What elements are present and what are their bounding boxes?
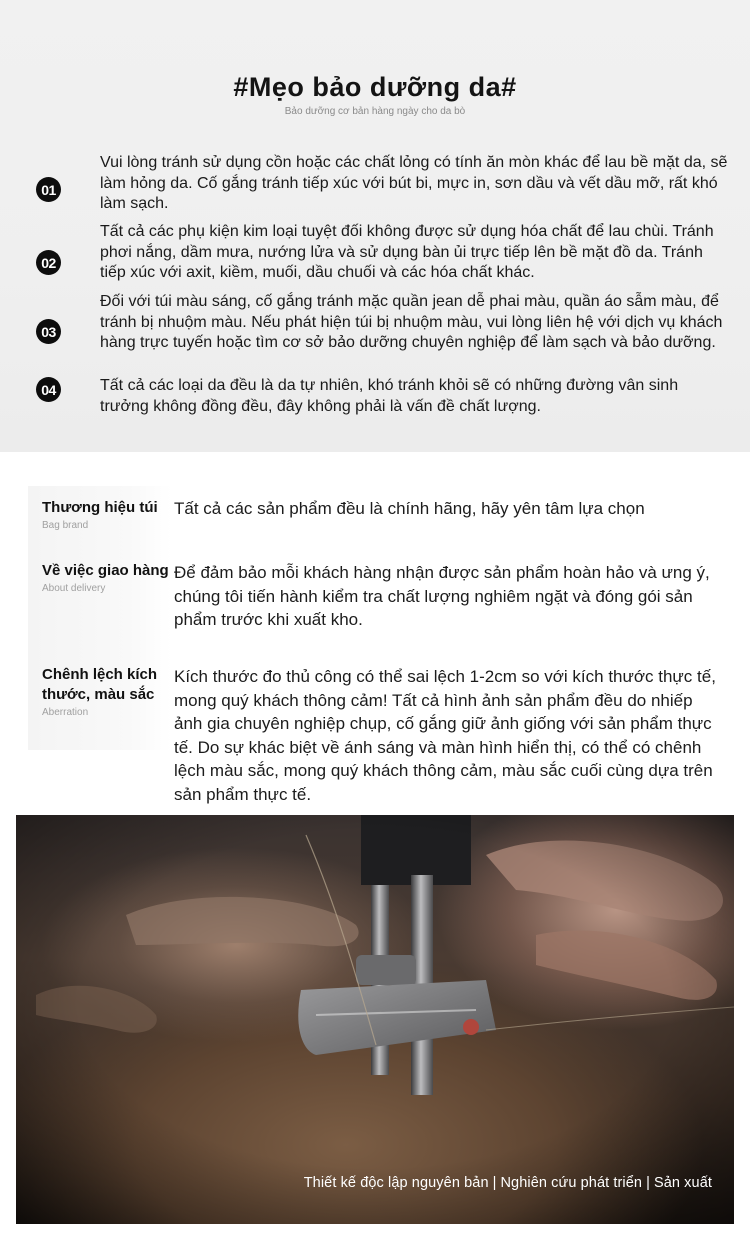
sewing-machine-illustration — [16, 815, 734, 1224]
caption-production: Sản xuất — [653, 1175, 712, 1191]
product-info-section — [0, 452, 750, 813]
info-label-subtitle: Aberration — [42, 707, 89, 718]
tip-number-badge: 04 — [36, 377, 61, 402]
tip-number-badge: 03 — [36, 319, 61, 344]
caption-design: Thiết kế độc lập nguyên bản — [303, 1175, 489, 1191]
caption-research: Nghiên cứu phát triển — [500, 1175, 643, 1191]
care-title: #Mẹo bảo dưỡng da# — [233, 72, 517, 102]
info-label — [42, 498, 177, 531]
care-subtitle: Bảo dưỡng cơ bản hàng ngày cho da bò — [284, 106, 466, 117]
photo-caption — [304, 1175, 712, 1191]
info-text: Kích thước đo thủ công có thể sai lệch 1-2cm so với kích thước thực tế, mong quý khách thông cảm! Tất cả hình ảnh sản phẩm đều do nhiếp ảnh gia chuyên nghiệp chụp, cố gắng giữ ảnh giống với sản phẩm thực tế. Do sự khác biệt về ánh sáng và màn hình hiển thị, có thể có chênh lệch màu sắc, mong quý khách thông cảm, màu sắc cuối cùng dựa trên sản phẩm thực tế. — [174, 667, 716, 804]
care-tips-section — [0, 0, 750, 452]
info-label — [42, 561, 177, 594]
info-label-subtitle: About delivery — [42, 583, 106, 594]
tip-text: Vui lòng tránh sử dụng cồn hoặc các chất lỏng có tính ăn mòn khác để lau bề mặt da, sẽ làm hỏng da. Cố gắng tránh tiếp xúc với bút bi, mực in, sơn dầu và vết dầu mỡ, rất khó làm sạch. — [100, 154, 728, 212]
tip-text: Đối với túi màu sáng, cố gắng tránh mặc quần jean dễ phai màu, quần áo sẫm màu, để tránh bị nhuộm màu. Nếu phát hiện túi bị nhuộm màu, vui lòng liên hệ với dịch vụ khách hàng trực tuyến hoặc tìm cơ sở bảo dưỡng chuyên nghiệp để làm sạch và bảo dưỡng. — [100, 293, 723, 351]
tip-text: Tất cả các loại da đều là da tự nhiên, khó tránh khỏi sẽ có những đường vân sinh trưởng không đồng đều, đây không phải là vấn đề chất lượng. — [100, 377, 679, 415]
tip-number-badge: 02 — [36, 250, 61, 275]
info-text: Tất cả các sản phẩm đều là chính hãng, hãy yên tâm lựa chọn — [174, 499, 645, 518]
info-label-title: Về việc giao hàng — [42, 562, 169, 579]
info-label-title: Chênh lệch kích thước, màu sắc — [42, 666, 158, 703]
info-text: Để đảm bảo mỗi khách hàng nhận được sản phẩm hoàn hảo và ưng ý, chúng tôi tiến hành kiểm tra chất lượng nghiêm ngặt và đóng gói sản phẩm trước khi xuất kho. — [174, 563, 710, 629]
caption-separator: | — [646, 1175, 650, 1191]
tip-number-badge: 01 — [36, 177, 61, 202]
sewing-machine-photo — [16, 815, 734, 1224]
info-label-title: Thương hiệu túi — [42, 499, 158, 516]
caption-separator: | — [492, 1175, 497, 1191]
info-label-subtitle: Bag brand — [42, 520, 89, 531]
info-label — [42, 665, 164, 718]
tip-text: Tất cả các phụ kiện kim loại tuyệt đối không được sử dụng hóa chất để lau chùi. Tránh phơi nắng, dầm mưa, nướng lửa và sử dụng bàn ủi trực tiếp lên bề mặt đồ da. Tránh tiếp xúc với axit, kiềm, muối, dầu chuối và các hóa chất khác. — [100, 223, 714, 281]
